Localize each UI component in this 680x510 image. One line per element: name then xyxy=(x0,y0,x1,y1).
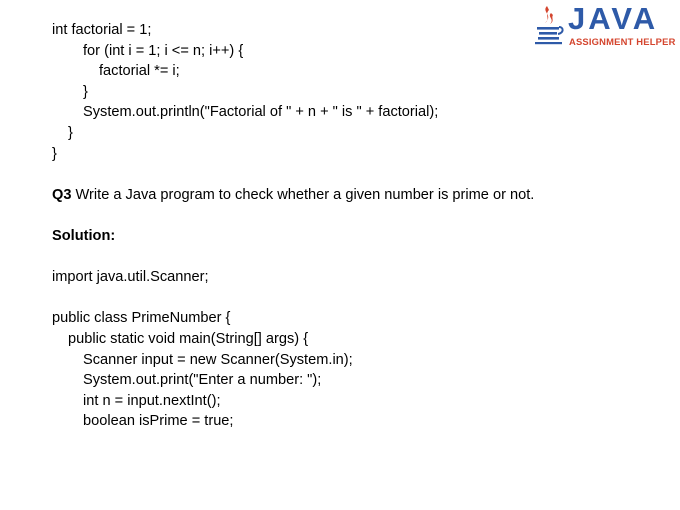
code-line: public class PrimeNumber { xyxy=(52,310,231,327)
code-line: boolean isPrime = true; xyxy=(83,413,234,430)
code-line: int factorial = 1; xyxy=(52,22,152,38)
spacer xyxy=(52,247,652,268)
code-line: import java.util.Scanner; xyxy=(52,269,209,286)
code-line: Scanner input = new Scanner(System.in); xyxy=(83,351,353,368)
logo-word: JAVA xyxy=(568,1,659,36)
spacer xyxy=(52,164,652,185)
document-body xyxy=(52,20,652,432)
logo-subtitle: ASSIGNMENT HELPER xyxy=(569,36,676,47)
code-line: } xyxy=(52,145,57,162)
code-line: int n = input.nextInt(); xyxy=(83,392,221,409)
spacer xyxy=(52,205,652,226)
solution-heading: Solution: xyxy=(52,227,116,244)
code-line: factorial *= i; xyxy=(99,63,180,80)
code-line: } xyxy=(83,83,88,100)
question-line xyxy=(52,185,652,206)
code-line: } xyxy=(68,124,73,141)
code-line: System.out.print("Enter a number: "); xyxy=(83,372,322,389)
code-line: System.out.println("Factorial of " + n + " is " + factorial); xyxy=(83,104,439,121)
code-line: for (int i = 1; i <= n; i++) { xyxy=(83,42,244,59)
question-text: Write a Java program to check whether a given number is prime or not. xyxy=(71,186,535,203)
code-line: public static void main(String[] args) { xyxy=(68,330,309,347)
question-label: Q3 xyxy=(52,186,72,203)
spacer xyxy=(52,288,652,309)
